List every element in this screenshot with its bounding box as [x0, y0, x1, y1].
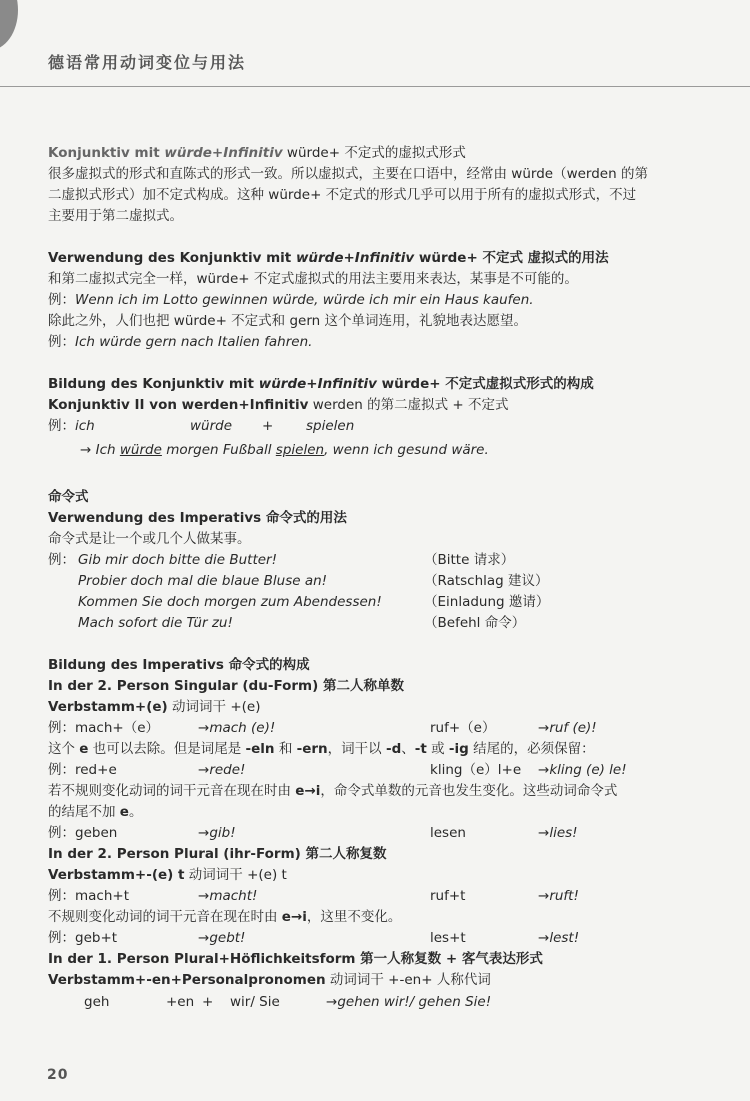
grammar-note: 这个 e 也可以去除。但是词尾是 -eln 和 -ern，词干以 -d、-t 或 -ig 结尾的，必须保留：	[48, 741, 595, 757]
example-row-verb: les+t	[430, 930, 466, 946]
example-row-verb: ruf+（e）	[430, 720, 496, 736]
section3-example-word: würde	[190, 418, 233, 434]
sie-example-result: →gehen wir!/ gehen Sie!	[326, 994, 492, 1010]
sie-example-ending: +en	[166, 994, 195, 1010]
section4-example-label: 例：	[48, 552, 75, 568]
section3-result: → Ich würde morgen Fußball spielen, wenn ich gesund wäre.	[80, 442, 489, 458]
arrow-icon: →	[538, 720, 550, 736]
section2-example: 例：Wenn ich im Lotto gewinnen würde, würde ich mir ein Haus kaufen.	[48, 292, 534, 308]
section3-title: Bildung des Konjunktiv mit würde+Infinitiv würde+ 不定式虚拟式形式的构成	[48, 376, 594, 392]
section3-example-word: spielen	[306, 418, 355, 434]
arrow-icon: →	[198, 720, 210, 736]
arrow-icon: →	[538, 888, 550, 904]
sie-example-plus: +	[202, 994, 214, 1010]
example-row: 例：mach+t	[48, 888, 130, 904]
arrow-icon: →	[538, 825, 550, 841]
example-row-result: →gebt!	[198, 930, 246, 946]
example-row-result: →macht!	[198, 888, 258, 904]
section1-body-line: 很多虚拟式的形式和直陈式的形式一致。所以虚拟式，主要在口语中，经常由 würde（werden 的第	[48, 166, 648, 182]
page-number: 20	[47, 1067, 69, 1083]
arrow-icon: →	[198, 762, 210, 778]
example-row: 例：geben	[48, 825, 118, 841]
imperative-example-note: （Ratschlag 建议）	[424, 573, 549, 589]
example-row: 例：geb+t	[48, 930, 118, 946]
section1-body-line: 主要用于第二虚拟式。	[48, 208, 183, 224]
imperative-example-note: （Bitte 请求）	[424, 552, 515, 568]
header-divider	[0, 86, 750, 87]
section4-title: Verwendung des Imperativs 命令式的用法	[48, 510, 347, 526]
sie-example-stem: geh	[84, 994, 110, 1010]
imperative-example-note: （Befehl 命令）	[424, 615, 526, 631]
du-form-formula: Verbstamm+(e) 动词词干 +(e)	[48, 699, 261, 715]
example-row-result: →rede!	[198, 762, 246, 778]
page-corner-decoration	[0, 0, 18, 50]
section3-example-label: 例：ich	[48, 418, 95, 434]
example-row-verb: lesen	[430, 825, 466, 841]
arrow-icon: →	[198, 825, 210, 841]
sie-form-title: In der 1. Person Plural+Höflichkeitsform 第一人称复数 + 客气表达形式	[48, 951, 543, 967]
section1-title: Konjunktiv mit würde+Infinitiv würde+ 不定式的虚拟式形式	[48, 145, 466, 161]
example-row: 例：mach+（e）	[48, 720, 160, 736]
sie-form-formula: Verbstamm+-en+Personalpronomen 动词词干 +-en+ 人称代词	[48, 972, 491, 988]
section2-title: Verwendung des Konjunktiv mit würde+Infinitiv würde+ 不定式 虚拟式的用法	[48, 250, 609, 266]
arrow-icon: →	[538, 930, 550, 946]
grammar-note: 若不规则变化动词的词干元音在现在时由 e→i，命令式单数的元音也发生变化。这些动词命令式	[48, 783, 618, 799]
arrow-icon: →	[80, 442, 92, 458]
example-row-verb: ruf+t	[430, 888, 466, 904]
example-row-result: →kling (e) le!	[538, 762, 627, 778]
example-row-result: →lies!	[538, 825, 578, 841]
example-row-result: →lest!	[538, 930, 580, 946]
imperative-example: Probier doch mal die blaue Bluse an!	[78, 573, 328, 589]
section2-body-line: 除此之外，人们也把 würde+ 不定式和 gern 这个单词连用，礼貌地表达愿望。	[48, 313, 528, 329]
arrow-icon: →	[538, 762, 550, 778]
page-header-title: 德语常用动词变位与用法	[48, 53, 247, 72]
du-form-title: In der 2. Person Singular (du-Form) 第二人称单数	[48, 678, 404, 694]
section4-body-line: 命令式是让一个或几个人做某事。	[48, 531, 251, 547]
imperative-example: Mach sofort die Tür zu!	[78, 615, 233, 631]
imperative-example-note: （Einladung 邀请）	[424, 594, 550, 610]
example-row-result: →ruf (e)!	[538, 720, 597, 736]
section3-subtitle: Konjunktiv II von werden+Infinitiv werden 的第二虚拟式 + 不定式	[48, 397, 509, 413]
arrow-icon: →	[198, 930, 210, 946]
grammar-note: 不规则变化动词的词干元音在现在时由 e→i，这里不变化。	[48, 909, 402, 925]
arrow-icon: →	[326, 994, 338, 1010]
example-row-result: →ruft!	[538, 888, 579, 904]
imperative-example: Gib mir doch bitte die Butter!	[78, 552, 278, 568]
section2-example: 例：Ich würde gern nach Italien fahren.	[48, 334, 313, 350]
section5-title: Bildung des Imperativs 命令式的构成	[48, 657, 310, 673]
example-row: 例：red+e	[48, 762, 117, 778]
section2-body-line: 和第二虚拟式完全一样，würde+ 不定式虚拟式的用法主要用来表达，某事是不可能的。	[48, 271, 578, 287]
sie-example-pronoun: wir/ Sie	[230, 994, 280, 1010]
arrow-icon: →	[198, 888, 210, 904]
section3-example-plus: +	[262, 418, 274, 434]
imperative-example: Kommen Sie doch morgen zum Abendessen!	[78, 594, 382, 610]
example-row-result: →mach (e)!	[198, 720, 276, 736]
section4-heading: 命令式	[48, 489, 89, 505]
ihr-form-title: In der 2. Person Plural (ihr-Form) 第二人称复数	[48, 846, 387, 862]
ihr-form-formula: Verbstamm+-(e) t 动词词干 +(e) t	[48, 867, 287, 883]
section1-body-line: 二虚拟式形式）加不定式构成。这种 würde+ 不定式的形式几乎可以用于所有的虚拟式形式，不过	[48, 187, 637, 203]
grammar-note: 的结尾不加 e。	[48, 804, 143, 820]
example-row-verb: kling（e）l+e	[430, 762, 522, 778]
example-row-result: →gib!	[198, 825, 236, 841]
